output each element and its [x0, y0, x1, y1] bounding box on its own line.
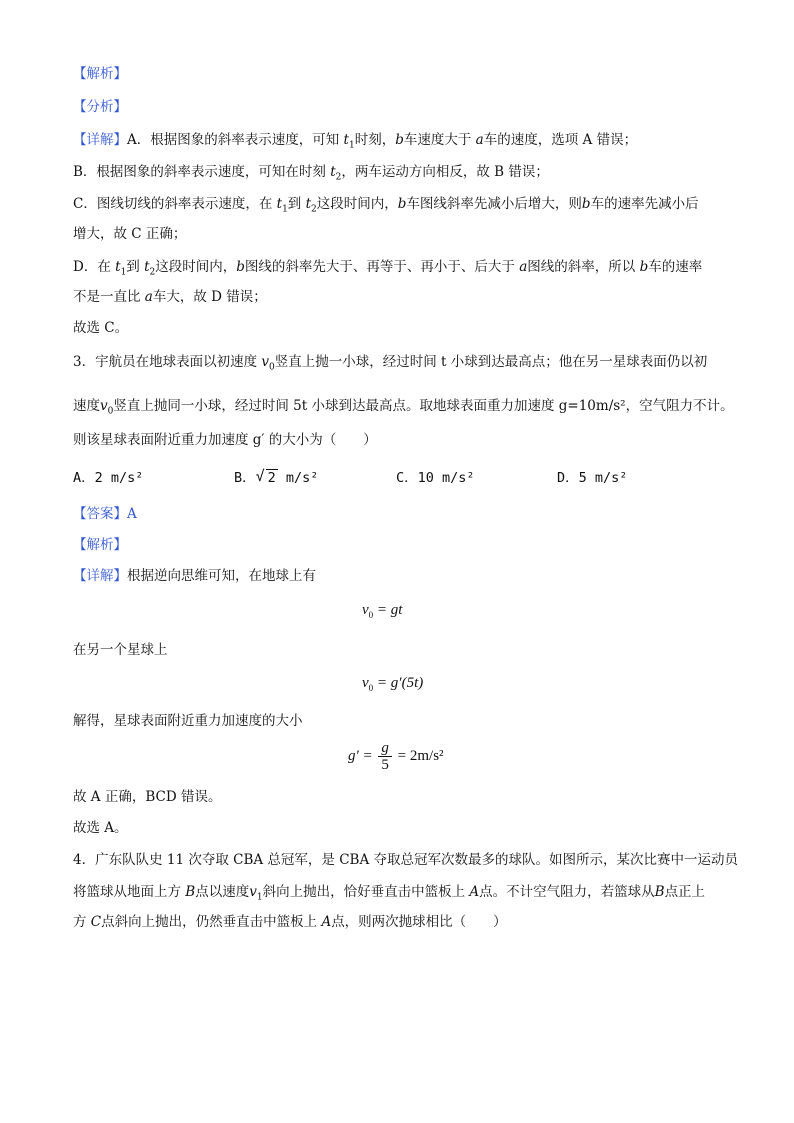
- section-label-xiangjie: 【详解】: [73, 132, 127, 148]
- formula-3: g′ = $\frac{g}{5}$ = 2m/s²: [348, 740, 444, 773]
- question-4-line-2: 将篮球从地面上方 B点以速度$v_1$斜向上抛出，恰好垂直击中篮板上 A点。不计空气阻力，若篮球从B点正上: [73, 884, 706, 903]
- option-a: A．2 m/s²: [73, 470, 144, 486]
- fraction: $\frac{g}{5}$: [378, 740, 392, 773]
- other-planet-text: 在另一个星球上: [73, 642, 168, 658]
- choice-conclusion-1: 故选 C。: [73, 320, 129, 336]
- question-3-line-2: 速度$v_0$竖直上抛同一小球，经过时间 5t 小球到达最高点。取地球表面重力加速度 g=10m/s²，空气阻力不计。: [73, 398, 734, 417]
- formula-1: $v_0$ = gt: [362, 602, 403, 620]
- section-label-fenxi: 【分析】: [73, 99, 127, 115]
- option-c: C．10 m/s²: [396, 470, 475, 486]
- question-3-line-1: 3．宇航员在地球表面以初速度 $v_0$竖直上抛一小球，经过时间 t 小球到达最高点；他在另一星球表面仍以初: [73, 354, 708, 373]
- choice-conclusion-2: 故选 A。: [73, 820, 128, 836]
- answer-label: 【答案】A: [73, 506, 137, 522]
- question-4-line-3: 方 C点斜向上抛出，仍然垂直击中篮板上 A点，则两次抛球相比（ ）: [73, 914, 507, 930]
- explanation-d-cont: 不是一直比 a车大，故 D 错误；: [73, 289, 267, 305]
- explanation-d: D．在 $t_1$到 $t_2$这段时间内，b图线的斜率先大于、再等于、再小于、后大于 a图线的斜率，所以 b车的速率: [73, 259, 703, 278]
- explanation-b: B．根据图象的斜率表示速度，可知在时刻 $t_2$，两车运动方向相反，故 B 错误；: [73, 164, 549, 183]
- section-label-jiexi: 【解析】: [73, 66, 127, 82]
- explanation-a: 【详解】A．根据图象的斜率表示速度，可知 $t_1$时刻，b车速度大于 a车的速度，选项 A 错误；: [73, 132, 638, 151]
- option-d: D．5 m/s²: [557, 470, 628, 486]
- section-label-jiexi-2: 【解析】: [73, 537, 127, 553]
- question-4-line-1: 4．广东队队史 11 次夺取 CBA 总冠军，是 CBA 夺取总冠军次数最多的球队。如图所示，某次比赛中一运动员: [73, 852, 739, 868]
- formula-2: $v_0 = g'(5t)$: [362, 675, 424, 693]
- explanation-c: C．图线切线的斜率表示速度，在 $t_1$到 $t_2$这段时间内，b车图线斜率先减小后增大，则b车的速率先减小后: [73, 196, 699, 215]
- solve-text: 解得，星球表面附近重力加速度的大小: [73, 713, 303, 729]
- sqrt-symbol: √ 2: [255, 467, 276, 486]
- explanation-detail: 【详解】根据逆向思维可知，在地球上有: [73, 568, 316, 584]
- question-3-line-3: 则该星球表面附近重力加速度 g′ 的大小为（ ）: [73, 432, 377, 448]
- section-label-xiangjie-2: 【详解】: [73, 568, 127, 584]
- conclusion-text: 故 A 正确，BCD 错误。: [73, 789, 222, 805]
- option-b: B． √ 2 m/s²: [234, 467, 319, 486]
- explanation-c-cont: 增大，故 C 正确；: [73, 226, 187, 242]
